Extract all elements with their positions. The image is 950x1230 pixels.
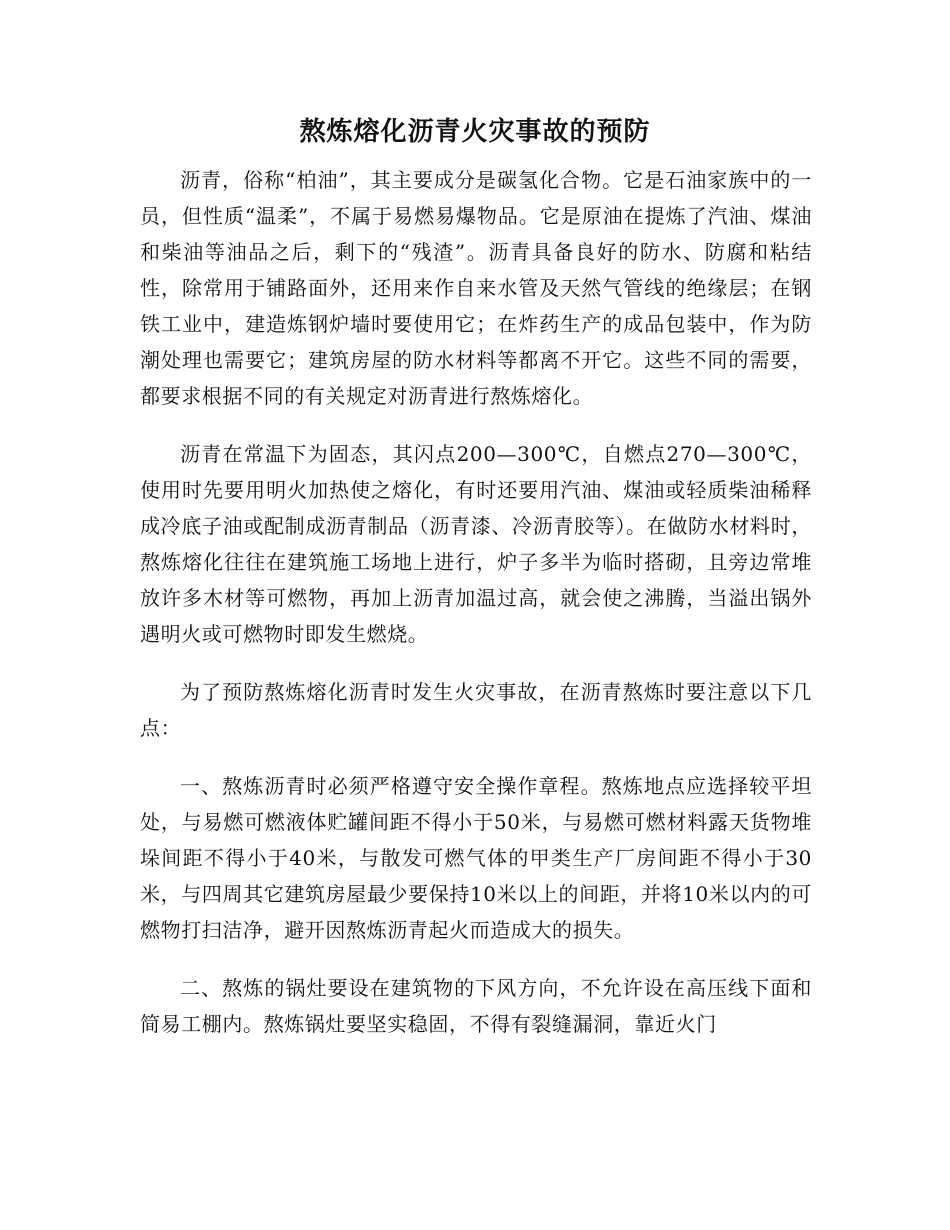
document-body <box>140 162 812 1064</box>
paragraph-properties: 沥青在常温下为固态，其闪点200—300℃，自燃点270—300℃，使用时先要用明火加热使之熔化，有时还要用汽油、煤油或轻质柴油稀释成冷底子油或配制成沥青制品（沥青漆、冷沥青胶等）。在做防水材料时，熬炼熔化往往在建筑施工场地上进行，炉子多半为临时搭砌，且旁边常堆放许多木材等可燃物，再加上沥青加温过高，就会使之沸腾，当溢出锅外遇明火或可燃物时即发生燃烧。 <box>140 442 812 646</box>
paragraph-precautions-intro: 为了预防熬炼熔化沥青时发生火灾事故，在沥青熬炼时要注意以下几点： <box>140 680 812 740</box>
paragraph-rule-1: 一、熬炼沥青时必须严格遵守安全操作章程。熬炼地点应选择较平坦处，与易燃可燃液体贮罐间距不得小于50米，与易燃可燃材料露天货物堆垛间距不得小于40米，与散发可燃气体的甲类生产厂房间距不得小于30米，与四周其它建筑房屋最少要保持10米以上的间距，并将10米以内的可燃物打扫洁净，避开因熬炼沥青起火而造成大的损失。 <box>140 774 812 942</box>
document-title: 熬炼熔化沥青火灾事故的预防 <box>299 117 651 147</box>
paragraph-intro: 沥青，俗称“柏油”，其主要成分是碳氢化合物。它是石油家族中的一员，但性质“温柔”，不属于易燃易爆物品。它是原油在提炼了汽油、煤油和柴油等油品之后，剩下的“残渣”。沥青具备良好的防水、防腐和粘结性，除常用于铺路面外，还用来作自来水管及天然气管线的绝缘层；在钢铁工业中，建造炼钢炉墙时要使用它；在炸药生产的成品包装中，作为防潮处理也需要它；建筑房屋的防水材料等都离不开它。这些不同的需要，都要求根据不同的有关规定对沥青进行熬炼熔化。 <box>140 168 812 408</box>
paragraph-rule-2: 二、熬炼的锅灶要设在建筑物的下风方向，不允许设在高压线下面和简易工棚内。熬炼锅灶要坚实稳固，不得有裂缝漏洞，靠近火门 <box>140 976 812 1036</box>
